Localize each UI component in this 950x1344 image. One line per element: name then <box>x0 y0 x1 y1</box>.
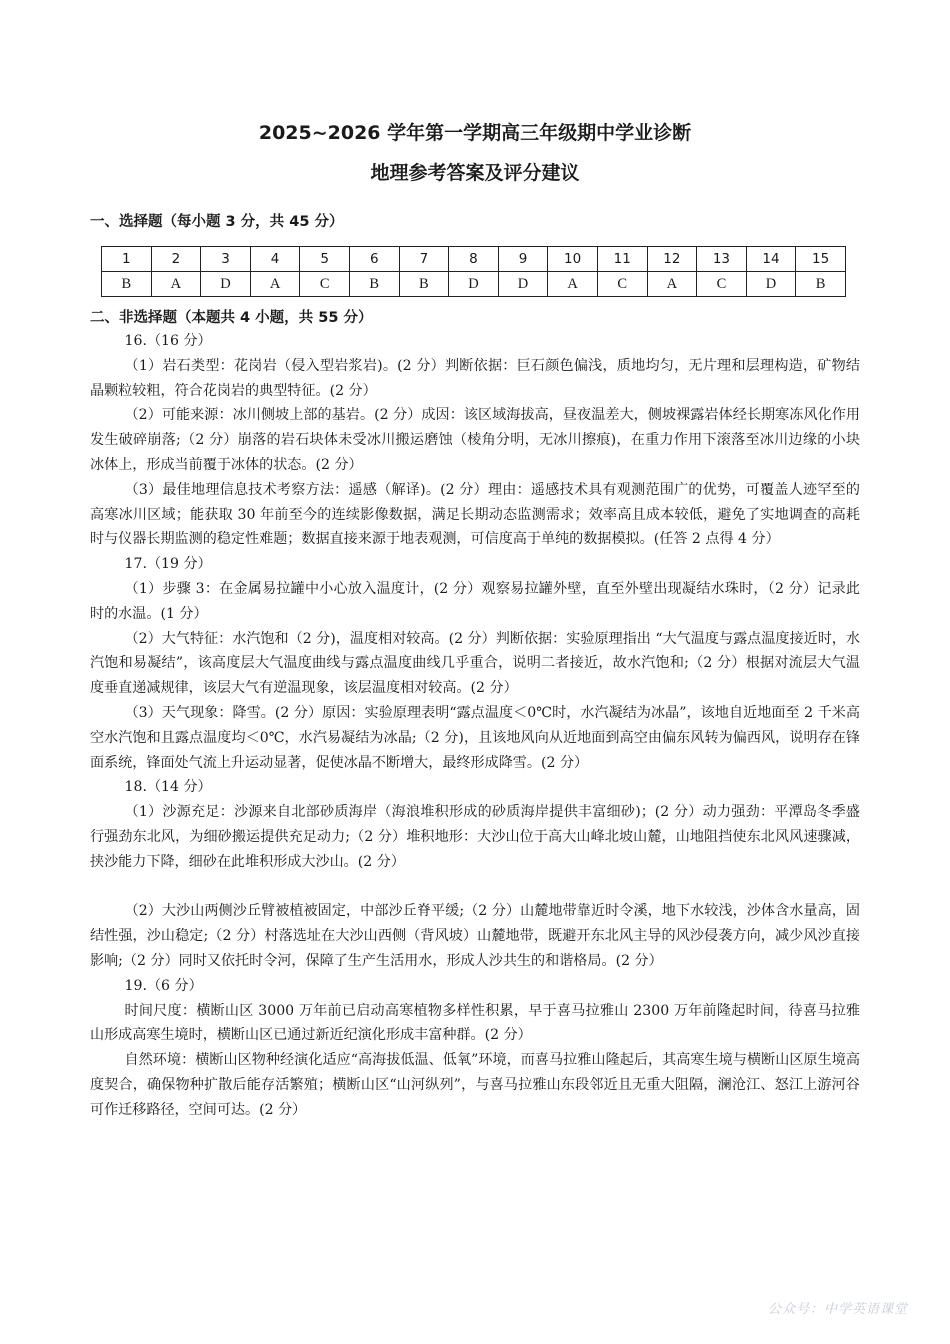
question-number-cell: 15 <box>796 247 846 272</box>
answer-cell: C <box>300 272 350 297</box>
answer-body <box>90 329 860 1123</box>
answer-cell: C <box>697 272 747 297</box>
q17-answer-1: （1）步骤 3：在金属易拉罐中小心放入温度计，(2 分）观察易拉罐外壁，直至外壁出现凝结水珠时，（2 分）记录此时的水温。(1 分） <box>90 580 860 622</box>
answer-cell: D <box>201 272 251 297</box>
answer-cell: A <box>548 272 598 297</box>
answer-cell: C <box>597 272 647 297</box>
answer-cell: B <box>399 272 449 297</box>
answer-table-numbers-row <box>102 247 846 272</box>
answer-table <box>101 246 846 297</box>
question-number-cell: 14 <box>746 247 796 272</box>
question-number-cell: 12 <box>647 247 697 272</box>
question-number-cell: 1 <box>102 247 152 272</box>
q16-answer-3: （3）最佳地理信息技术考察方法：遥感（解译)。(2 分）理由：遥感技术具有观测范围广的优势，可覆盖人迹罕至的高寒冰川区域；能获取 30 年前至今的连续影像数据，满足长期动态监测需求；效率高且成本较低，避免了实地调查的高耗时与仪器长期监测的稳定性难题；数据直接来源于地表观测，可信度高于单纯的数据模拟。(任答 2 点得 4 分） <box>90 481 860 548</box>
question-number-cell: 5 <box>300 247 350 272</box>
question-number-cell: 6 <box>349 247 399 272</box>
question-label-19: 19.（6 分） <box>124 977 203 994</box>
q18-answer-2: （2）大沙山两侧沙丘臂被植被固定，中部沙丘脊平缓;（2 分）山麓地带靠近时令溪，地下水较浅，沙体含水量高，固结性强，沙山稳定;（2 分）村落选址在大沙山西侧（背风坡）山麓地带，既避开东北风主导的风沙侵袭方向，减少风沙直接影响;（2 分）同时又依托时令河，保障了生产生活用水，形成人沙共生的和谐格局。(2 分） <box>90 903 860 969</box>
question-number-cell: 11 <box>597 247 647 272</box>
q18-answer-1: （1）沙源充足：沙源来自北部砂质海岸（海浪堆积形成的砂质海岸提供丰富细砂)；(2 分）动力强劲：平潭岛冬季盛行强劲东北风，为细砂搬运提供充足动力;（2 分）堆积地形：大沙山位于高大山峰北坡山麓，山地阻挡使东北风风速骤减，挟沙能力下降，细砂在此堆积形成大沙山。(2 分） <box>90 804 860 870</box>
page-title: 2025~2026 学年第一学期高三年级期中学业诊断 <box>258 122 692 144</box>
answer-cell: A <box>151 272 201 297</box>
section-heading-choice: 一、选择题（每小题 3 分，共 45 分） <box>90 214 344 230</box>
q19-answer-2: 自然环境：横断山区物种经演化适应“高海拔低温、低氧”环境，而喜马拉雅山隆起后，其高寒生境与横断山区原生境高度契合，确保物种扩散后能存活繁殖；横断山区“山河纵列”，与喜马拉雅山东段邻近且无重大阻隔，澜沧江、怒江上游河谷可作迁移路径，空间可达。(2 分） <box>90 1052 860 1118</box>
blank-line <box>90 875 860 900</box>
q17-answer-2: （2）大气特征：水汽饱和（2 分)，温度相对较高。(2 分）判断依据：实验原理指出 “大气温度与露点温度接近时，水汽饱和易凝结”，该高度层大气温度曲线与露点温度曲线几乎重合，说明二者接近，故水汽饱和;（2 分）根据对流层大气温度垂直递减规律，该层大气有逆温现象，该层温度相对较高。(2 分） <box>90 630 860 697</box>
q16-answer-1: （1）岩石类型：花岗岩（侵入型岩浆岩)。(2 分）判断依据：巨石颜色偏浅，质地均匀，无片理和层理构造，矿物结晶颗粒较粗，符合花岗岩的典型特征。(2 分） <box>90 357 860 399</box>
question-label-17: 17.（19 分） <box>124 556 212 573</box>
answer-cell: D <box>498 272 548 297</box>
answer-cell: D <box>746 272 796 297</box>
question-number-cell: 10 <box>548 247 598 272</box>
page-subtitle: 地理参考答案及评分建议 <box>370 162 580 184</box>
answer-cell: A <box>647 272 697 297</box>
answer-cell: B <box>102 272 152 297</box>
q17-answer-3: （3）天气现象：降雪。(2 分）原因：实验原理表明“露点温度＜0℃时，水汽凝结为冰晶”，该地自近地面至 2 千米高空水汽饱和且露点温度均＜0℃，水汽易凝结为冰晶;（2 分)，且该地风向从近地面到高空由偏东风转为偏西风，说明存在锋面系统，锋面处气流上升运动显著，促使冰晶不断增大，最终形成降雪。(2 分） <box>90 704 860 771</box>
answer-cell: A <box>250 272 300 297</box>
question-number-cell: 13 <box>697 247 747 272</box>
watermark: 公众号：中学英语课堂 <box>767 1302 908 1317</box>
question-number-cell: 3 <box>201 247 251 272</box>
answer-cell: D <box>449 272 499 297</box>
question-number-cell: 8 <box>449 247 499 272</box>
section-heading-nonchoice: 二、非选择题（本题共 4 小题，共 55 分） <box>90 310 373 326</box>
question-number-cell: 7 <box>399 247 449 272</box>
q16-answer-2: （2）可能来源：冰川侧坡上部的基岩。(2 分）成因：该区域海拔高，昼夜温差大，侧坡裸露岩体经长期寒冻风化作用发生破碎崩落;（2 分）崩落的岩石块体未受冰川搬运磨蚀（棱角分明，无冰川擦痕)，在重力作用下滚落至冰川边缘的小块冰体上，形成当前覆于冰体的状态。(2 分） <box>90 407 860 473</box>
question-number-cell: 2 <box>151 247 201 272</box>
question-label-16: 16.（16 分） <box>124 333 212 349</box>
answer-table-answers-row <box>102 272 846 297</box>
question-number-cell: 4 <box>250 247 300 272</box>
question-label-18: 18.（14 分） <box>124 779 212 796</box>
q19-answer-1: 时间尺度：横断山区 3000 万年前已启动高寒植物多样性积累，早于喜马拉雅山 2300 万年前隆起时间，待喜马拉雅山形成高寒生境时，横断山区已通过新近纪演化形成丰富种群。(2 分） <box>90 1002 860 1044</box>
answer-cell: B <box>349 272 399 297</box>
answer-cell: B <box>796 272 846 297</box>
question-number-cell: 9 <box>498 247 548 272</box>
